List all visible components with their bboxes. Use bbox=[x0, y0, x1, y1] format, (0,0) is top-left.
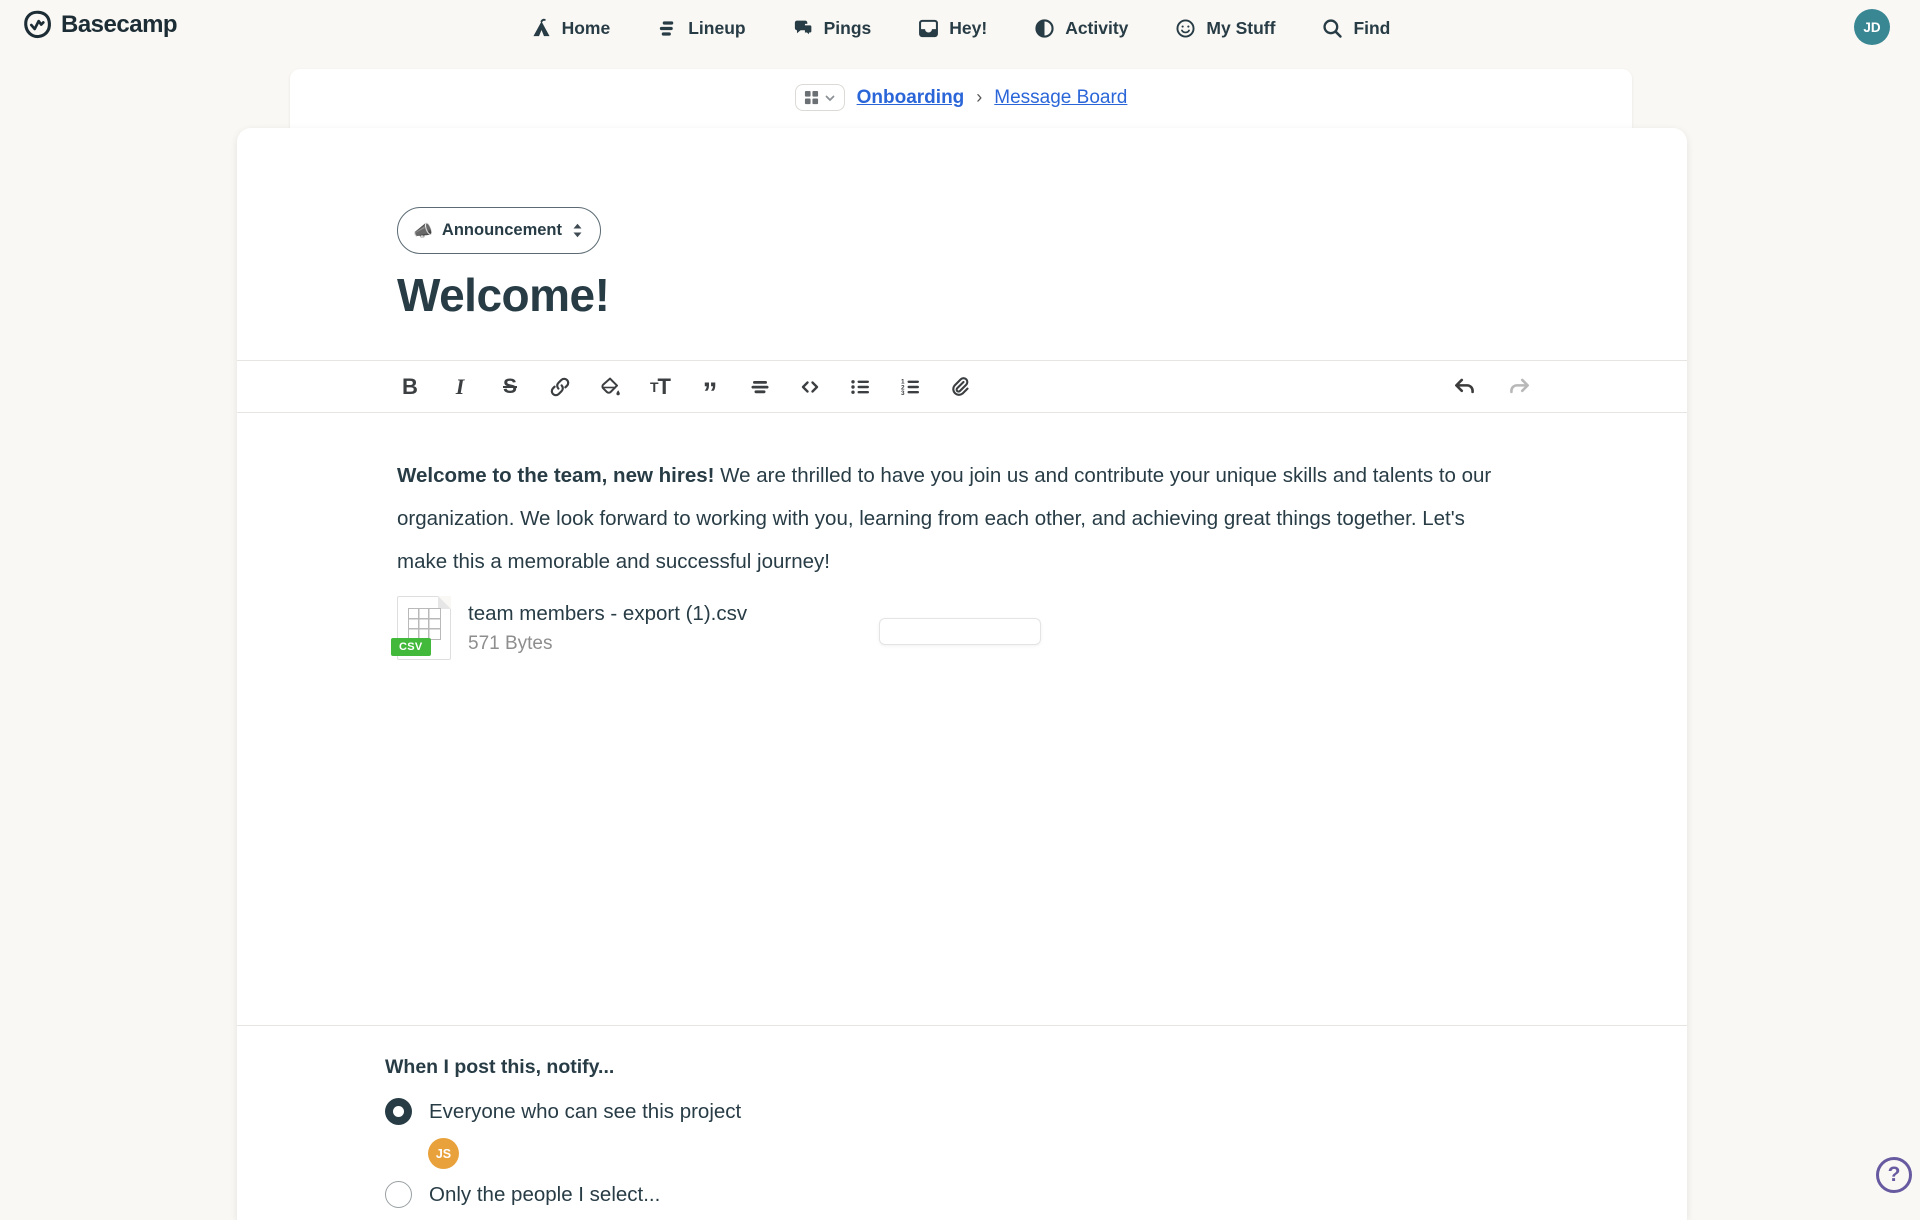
breadcrumb-separator: › bbox=[976, 87, 983, 107]
half-circle-icon bbox=[1033, 17, 1056, 40]
breadcrumb bbox=[290, 69, 1632, 111]
nav-item-lineup[interactable] bbox=[656, 17, 745, 40]
big-t: T bbox=[657, 373, 670, 399]
help-button[interactable]: ? bbox=[1876, 1157, 1912, 1193]
body-rest: We are thrilled to have you join us and contribute your unique skills and talents to our organization. We look forward to working with you, learning from each other, and achieving great things together. Let's make this a memorable and successful journey! bbox=[397, 464, 1492, 573]
inbox-tray-icon bbox=[917, 17, 940, 40]
chevron-down-icon bbox=[824, 92, 836, 104]
bold-button[interactable]: B bbox=[402, 373, 418, 399]
quote-button[interactable]: ” bbox=[702, 376, 718, 410]
nav-items bbox=[0, 0, 1920, 56]
attachment-popover bbox=[879, 618, 1041, 645]
nav-item-find[interactable] bbox=[1321, 17, 1390, 40]
italic-button[interactable]: I bbox=[455, 373, 465, 399]
bullet-list-button[interactable] bbox=[847, 374, 873, 400]
nav-label: Pings bbox=[823, 17, 872, 38]
tent-icon bbox=[530, 17, 553, 40]
grid-icon bbox=[804, 90, 819, 105]
richtext-toolbar bbox=[237, 360, 1687, 413]
notify-heading: When I post this, notify... bbox=[385, 1056, 615, 1078]
breadcrumb-project-link[interactable]: Onboarding bbox=[856, 86, 965, 108]
numbered-list-button[interactable] bbox=[897, 374, 923, 400]
lineup-bars-icon bbox=[656, 17, 679, 40]
notify-option-select-people[interactable] bbox=[385, 1181, 660, 1208]
csv-file-icon bbox=[397, 596, 451, 660]
nav-label: Find bbox=[1353, 17, 1391, 38]
breadcrumb-section-link[interactable]: Message Board bbox=[994, 86, 1128, 108]
redo-button[interactable] bbox=[1506, 374, 1532, 400]
project-switcher-button[interactable] bbox=[795, 84, 845, 111]
link-button[interactable] bbox=[547, 374, 573, 400]
attachment-filesize: 571 Bytes bbox=[468, 632, 553, 654]
message-title-input[interactable]: Welcome! bbox=[397, 269, 610, 321]
attachment-filename: team members - export (1).csv bbox=[468, 601, 748, 625]
notify-option-label[interactable]: Everyone who can see this project bbox=[429, 1099, 742, 1123]
nav-label: Activity bbox=[1065, 17, 1129, 38]
small-t: T bbox=[649, 378, 658, 395]
spreadsheet-grid bbox=[408, 608, 441, 640]
toolbar-history-group bbox=[1452, 374, 1532, 400]
align-center-button[interactable] bbox=[747, 374, 773, 400]
highlight-button[interactable] bbox=[597, 374, 623, 400]
chat-bubbles-icon bbox=[792, 17, 815, 40]
message-composer-card bbox=[237, 128, 1687, 1220]
radio-selected-icon[interactable] bbox=[385, 1098, 412, 1125]
nav-item-my-stuff[interactable] bbox=[1174, 17, 1275, 40]
nav-item-hey[interactable] bbox=[917, 17, 987, 40]
user-avatar[interactable]: JD bbox=[1854, 9, 1890, 45]
nav-item-pings[interactable] bbox=[792, 17, 872, 40]
nav-label: Home bbox=[561, 17, 611, 38]
undo-button[interactable] bbox=[1452, 374, 1478, 400]
text-size-button[interactable] bbox=[647, 374, 673, 400]
body-lead-bold: Welcome to the team, new hires! bbox=[397, 464, 715, 487]
nav-label: Hey! bbox=[949, 17, 988, 38]
nav-item-activity[interactable] bbox=[1033, 17, 1128, 40]
toolbar-format-group bbox=[397, 373, 973, 410]
nav-label: My Stuff bbox=[1206, 17, 1276, 38]
attach-file-button[interactable] bbox=[947, 374, 973, 400]
svg-text:3: 3 bbox=[901, 389, 905, 397]
svg-text:1: 1 bbox=[901, 378, 905, 386]
attachment-meta bbox=[468, 602, 747, 655]
svg-text:2: 2 bbox=[901, 383, 905, 391]
code-button[interactable] bbox=[797, 374, 823, 400]
section-divider bbox=[237, 1025, 1687, 1026]
notify-recipient-avatar: JS bbox=[428, 1138, 459, 1169]
notify-option-everyone[interactable] bbox=[385, 1098, 741, 1125]
sort-arrows-icon bbox=[571, 222, 584, 239]
top-navigation bbox=[0, 0, 1920, 56]
message-body-editor[interactable] bbox=[397, 454, 1492, 583]
category-label: Announcement bbox=[441, 221, 563, 239]
brand-name: Basecamp bbox=[61, 10, 178, 38]
strikethrough-button[interactable]: S bbox=[502, 374, 517, 398]
magnifier-icon bbox=[1321, 17, 1344, 40]
attachment-item[interactable] bbox=[397, 596, 747, 660]
notify-option-label[interactable]: Only the people I select... bbox=[429, 1182, 661, 1206]
smiley-icon bbox=[1174, 17, 1197, 40]
csv-badge: CSV bbox=[391, 638, 431, 656]
nav-label: Lineup bbox=[688, 17, 746, 38]
radio-unselected-icon[interactable] bbox=[385, 1181, 412, 1208]
nav-item-home[interactable] bbox=[530, 17, 611, 40]
megaphone-icon: 📣 bbox=[413, 222, 433, 240]
category-picker-button[interactable] bbox=[397, 207, 601, 254]
